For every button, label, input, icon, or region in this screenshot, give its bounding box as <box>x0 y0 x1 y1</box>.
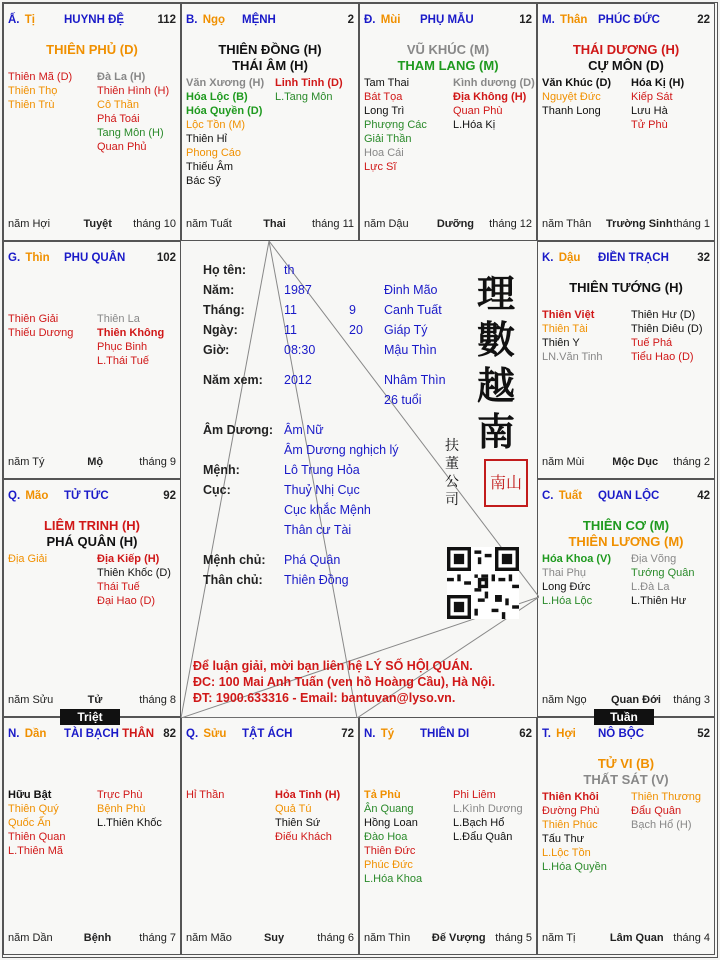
palace-stage: Suy <box>263 932 285 944</box>
palace-house: NÔ BỘC <box>598 728 644 740</box>
minor-star: Thiên Việt <box>542 309 595 321</box>
palace-footer <box>8 218 176 232</box>
minor-star: Thiếu Dương <box>8 327 74 339</box>
minor-star: Thái Tuế <box>97 581 140 593</box>
thanchu-label: Thân chủ: <box>203 573 263 587</box>
minor-star: Ân Quang <box>364 803 414 815</box>
palace-mao[interactable] <box>3 479 181 717</box>
minor-star: Thanh Long <box>542 105 601 117</box>
palace-house: PHỤ MẪU <box>420 14 474 26</box>
palace-month: tháng 8 <box>139 694 176 706</box>
cuc-value: Thuỷ Nhị Cục <box>284 483 360 497</box>
minor-star: Lộc Tồn (M) <box>186 119 246 131</box>
minor-star: Giải Thần <box>364 133 412 145</box>
minor-stars-right <box>631 308 703 364</box>
palace-footer <box>8 694 176 708</box>
palace-header <box>364 728 532 740</box>
minor-stars-left <box>186 788 224 802</box>
minor-star: Thiên Không <box>97 327 165 339</box>
minor-star: Thiên Phúc <box>542 819 598 831</box>
palace-chi: Ngọ <box>202 14 226 26</box>
palace-number: 52 <box>697 728 710 740</box>
main-star: VŨ KHÚC (M) <box>406 42 490 57</box>
minor-star: Bệnh Phù <box>97 803 146 815</box>
minor-star: Tuế Phá <box>631 337 673 349</box>
minor-star: Phục Binh <box>97 341 148 353</box>
minor-star: Hóa Quyền (D) <box>186 105 263 117</box>
red-seal: 南山 <box>484 459 528 507</box>
minor-star: Hỏa Tinh (H) <box>275 789 341 801</box>
amduong-label: Âm Dương: <box>203 423 274 437</box>
minor-star: Địa Võng <box>631 553 677 565</box>
minor-star: Đường Phù <box>542 805 600 817</box>
palace-stage: Mộ <box>87 456 104 468</box>
palace-chi: Mùi <box>380 14 401 26</box>
minor-star: Bạch Hổ (H) <box>631 819 692 831</box>
minor-star: Kình dương (D) <box>453 77 535 89</box>
minor-stars-left <box>364 788 422 886</box>
main-star: CỰ MÔN (D) <box>588 58 664 73</box>
palace-house: MỆNH <box>242 14 276 26</box>
minor-stars-left <box>542 76 611 118</box>
main-star: THIÊN LƯƠNG (M) <box>568 534 684 549</box>
month-lunar-num: 9 <box>349 303 356 317</box>
minor-stars-right <box>97 70 169 154</box>
minor-stars-left <box>8 70 72 112</box>
cuc-note-2: Thân cư Tài <box>284 523 352 537</box>
palace-number: 2 <box>347 14 354 26</box>
palace-header <box>542 14 710 26</box>
minor-stars-left <box>186 76 264 188</box>
palace-can: G. <box>8 252 21 264</box>
palace-chi: Dần <box>24 728 47 740</box>
minor-star: Thiên Hỉ <box>186 133 227 145</box>
palace-month: tháng 12 <box>489 218 532 230</box>
minor-star: Quan Phù <box>453 105 503 117</box>
palace-stage: Bệnh <box>83 932 112 944</box>
main-star: THAM LANG (M) <box>397 58 499 73</box>
minor-star: Địa Giải <box>8 553 48 565</box>
palace-header <box>8 252 176 264</box>
minor-star: Nguyệt Đức <box>542 91 601 103</box>
minor-star: Tử Phù <box>631 119 668 131</box>
palace-chi: Sửu <box>203 728 227 740</box>
palace-can: Ấ. <box>8 14 20 26</box>
palace-year: năm Mùi <box>542 456 585 468</box>
minor-star: L.Thiên Mã <box>8 845 64 857</box>
palace-month: tháng 4 <box>673 932 710 944</box>
qr-code-icon[interactable] <box>447 547 519 619</box>
minor-star: Thiên Giải <box>8 313 59 325</box>
name-label: Họ tên: <box>203 263 247 277</box>
cuc-note-1: Cục khắc Mệnh <box>284 503 371 517</box>
minor-star: Tam Thai <box>364 77 410 89</box>
month-label: Tháng: <box>203 303 245 317</box>
main-star: THIÊN TƯỚNG (H) <box>569 280 683 295</box>
minor-star: L.Đà La <box>631 581 670 593</box>
minor-star: Kiếp Sát <box>631 91 673 103</box>
minor-star: Thiên Hình (H) <box>97 85 170 97</box>
minor-star: Tấu Thư <box>542 833 585 845</box>
minor-stars-left <box>364 76 427 174</box>
palace-year: năm Dần <box>8 932 53 944</box>
palace-thin[interactable] <box>3 241 181 479</box>
minor-stars-right <box>97 312 164 368</box>
palace-can: B. <box>186 14 198 26</box>
palace-house: PHU QUÂN <box>64 252 126 264</box>
palace-stage: Quan Đới <box>611 694 661 706</box>
center-info-panel <box>181 241 539 718</box>
palace-footer <box>542 932 710 946</box>
minor-stars-left <box>8 312 73 340</box>
minor-star: Phi Liêm <box>453 789 496 801</box>
minor-star: Thiên Đức <box>364 845 416 857</box>
palace-house: THIÊN DI <box>420 728 470 740</box>
palace-dan[interactable] <box>3 717 181 955</box>
minor-star: Địa Kiếp (H) <box>97 553 160 565</box>
cuc-label: Cục: <box>203 483 231 497</box>
name-value: th <box>284 263 295 277</box>
minor-stars-left <box>8 788 65 858</box>
menhchu-value: Phá Quân <box>284 553 341 567</box>
palace-year: năm Hợi <box>8 218 51 230</box>
minor-star: L.Hóa Quyền <box>542 861 607 873</box>
palace-year: năm Tị <box>542 932 576 944</box>
age: 26 tuổi <box>384 393 422 407</box>
minor-star: Linh Tinh (D) <box>275 77 343 89</box>
palace-tuat[interactable] <box>537 479 715 717</box>
minor-star: L.Thiên Hư <box>631 595 687 607</box>
palace-number: 102 <box>156 252 176 264</box>
palace-house: TÀI BẠCH THÂN <box>64 728 155 740</box>
minor-star: Phá Toái <box>97 113 140 125</box>
palace-number: 22 <box>697 14 710 26</box>
palace-year: năm Thìn <box>364 932 411 944</box>
minor-stars-right <box>631 76 684 132</box>
year-lunar: Đinh Mão <box>384 283 438 297</box>
palace-hoi[interactable] <box>537 717 715 955</box>
minor-star: Quả Tú <box>275 803 312 815</box>
minor-star: Hoa Cái <box>364 147 404 159</box>
minor-star: Hữu Bật <box>8 789 52 801</box>
palace-footer <box>542 218 710 232</box>
minor-stars-right <box>631 552 695 608</box>
palace-stage: Đế Vượng <box>431 932 486 944</box>
palace-chi: Thìn <box>25 252 50 264</box>
palace-number: 12 <box>519 14 532 26</box>
palace-stage: Tử <box>87 694 103 706</box>
contact-line-2: ĐC: 100 Mai Anh Tuấn (ven hồ Hoàng Cầu), Hà Nội. <box>193 675 496 689</box>
day-lunar-num: 20 <box>349 323 363 337</box>
minor-stars-right <box>631 790 701 832</box>
minor-star: Thai Phụ <box>542 567 587 579</box>
minor-star: Long Trì <box>364 105 405 117</box>
minor-star: Thiên Y <box>542 337 580 349</box>
minor-star: Địa Không (H) <box>453 91 527 103</box>
day-solar: 11 <box>284 323 297 337</box>
palace-number: 72 <box>341 728 354 740</box>
minor-star: Tả Phù <box>364 789 401 801</box>
palace-footer <box>8 456 176 470</box>
palace-chi: Hợi <box>556 728 576 740</box>
palace-house: QUAN LỘC <box>598 490 660 502</box>
palace-stage: Lâm Quan <box>609 932 664 944</box>
palace-chi: Dậu <box>558 252 581 264</box>
amduong-note: Âm Dương nghịch lý <box>284 443 399 457</box>
view-year-label: Năm xem: <box>203 373 263 387</box>
palace-can: N. <box>364 728 376 740</box>
minor-star: Long Đức <box>542 581 591 593</box>
minor-star: Văn Khúc (D) <box>542 77 612 89</box>
main-star: THIÊN PHỦ (D) <box>46 42 138 57</box>
palace-than[interactable] <box>537 3 715 241</box>
palace-year: năm Ngọ <box>542 694 587 706</box>
minor-star: Thiếu Âm <box>186 161 234 173</box>
year-solar: 1987 <box>284 283 312 297</box>
palace-number: 42 <box>697 490 710 502</box>
minor-stars-right <box>97 788 162 830</box>
minor-star: Phúc Đức <box>364 859 413 871</box>
minor-star: Hóa Khoa (V) <box>542 553 612 565</box>
palace-month: tháng 10 <box>133 218 176 230</box>
palace-footer <box>186 932 354 946</box>
hour-label: Giờ: <box>203 343 230 357</box>
view-year: 2012 <box>284 373 312 387</box>
day-label: Ngày: <box>203 323 238 337</box>
palace-header <box>542 728 710 740</box>
minor-stars-right <box>275 76 343 104</box>
minor-stars-right <box>453 788 523 844</box>
day-lunar: Giáp Tý <box>384 323 428 337</box>
palace-can: M. <box>542 14 555 26</box>
minor-star: L.Lộc Tồn <box>542 847 591 859</box>
minor-stars-left <box>542 790 607 874</box>
hour-value: 08:30 <box>284 343 316 357</box>
minor-star: Tiểu Hao (D) <box>631 351 694 363</box>
minor-star: L.Thái Tuế <box>97 355 149 367</box>
than-marker: THÂN <box>122 728 155 740</box>
palace-year: năm Thân <box>542 218 592 230</box>
minor-star: Thiên Mã (D) <box>8 71 73 83</box>
triet-tag: Triệt <box>60 709 120 725</box>
minor-star: Tang Môn (H) <box>97 127 164 139</box>
palace-footer <box>364 218 532 232</box>
minor-star: Cô Thần <box>97 99 139 111</box>
palace-header <box>8 14 176 26</box>
month-solar: 11 <box>284 303 297 317</box>
palace-month: tháng 5 <box>495 932 532 944</box>
palace-month: tháng 2 <box>673 456 710 468</box>
palace-month: tháng 6 <box>317 932 354 944</box>
palace-number: 82 <box>163 728 176 740</box>
palace-ty2[interactable] <box>359 717 537 955</box>
palace-month: tháng 1 <box>673 218 710 230</box>
palace-house: TẬT ÁCH <box>242 728 293 740</box>
palace-can: Q. <box>186 728 199 740</box>
amduong-value: Âm Nữ <box>284 423 324 437</box>
calligraphy-logo: 理數越南 <box>476 271 515 454</box>
main-star: THIÊN ĐỒNG (H) <box>218 42 322 57</box>
minor-star: Đại Hao (D) <box>97 595 156 607</box>
minor-star: Thiên Quý <box>8 803 59 815</box>
palace-year: năm Mão <box>186 932 232 944</box>
palace-house: HUYNH ĐỆ <box>64 14 125 26</box>
main-star: LIÊM TRINH (H) <box>43 518 141 533</box>
palace-year: năm Dậu <box>364 218 409 230</box>
minor-star: Thiên Khôi <box>542 791 599 803</box>
menh-value: Lô Trung Hỏa <box>284 463 360 477</box>
palace-month: tháng 7 <box>139 932 176 944</box>
palace-header <box>186 728 354 740</box>
minor-star: L.Kình Dương <box>453 803 523 815</box>
minor-star: Tướng Quân <box>631 567 695 579</box>
palace-header <box>8 490 176 502</box>
tuan-tag: Tuần <box>594 709 654 725</box>
palace-can: Đ. <box>364 14 376 26</box>
palace-header <box>8 728 176 740</box>
palace-suu[interactable] <box>181 717 359 955</box>
minor-star: L.Hóa Lộc <box>542 595 593 607</box>
palace-header <box>364 14 532 26</box>
minor-star: Quốc Ấn <box>8 817 51 829</box>
palace-chi: Tý <box>380 728 395 740</box>
palace-footer <box>542 456 710 470</box>
menhchu-label: Mệnh chủ: <box>203 553 266 567</box>
palace-footer <box>186 218 354 232</box>
main-star: THÁI ÂM (H) <box>232 58 308 73</box>
main-star: TỬ VI (B) <box>597 756 655 771</box>
minor-star: Hồng Loan <box>364 817 418 829</box>
year-label: Năm: <box>203 283 235 297</box>
calligraphy-small: 扶董公司 <box>445 438 459 508</box>
thanchu-value: Thiên Đồng <box>284 573 349 587</box>
minor-stars-left <box>542 552 611 608</box>
palace-number: 32 <box>697 252 710 264</box>
palace-chi: Tị <box>24 14 35 26</box>
palace-ngo[interactable] <box>181 3 359 241</box>
palace-dau[interactable] <box>537 241 715 479</box>
minor-star: Trực Phù <box>97 789 143 801</box>
minor-star: Phượng Các <box>364 119 427 131</box>
palace-month: tháng 9 <box>139 456 176 468</box>
palace-chi: Tuất <box>558 490 583 502</box>
palace-year: năm Tý <box>8 456 45 468</box>
palace-can: Q. <box>8 490 21 502</box>
minor-star: L.Thiên Khốc <box>97 817 162 829</box>
palace-month: tháng 11 <box>311 218 354 230</box>
palace-stage: Mộc Dục <box>612 456 659 468</box>
minor-star: Thiên Hư (D) <box>631 309 696 321</box>
palace-year: năm Tuất <box>186 218 232 230</box>
minor-star: Thiên Thương <box>631 791 702 803</box>
minor-star: Đà La (H) <box>97 71 146 83</box>
palace-can: T. <box>542 728 551 740</box>
palace-chi: Thân <box>559 14 588 26</box>
palace-stage: Dưỡng <box>436 218 475 230</box>
minor-stars-right <box>453 76 535 132</box>
menh-label: Mệnh: <box>203 463 240 477</box>
palace-chi: Mão <box>25 490 49 502</box>
main-star: THIÊN CƠ (M) <box>582 518 670 533</box>
minor-star: L.Đẩu Quân <box>453 831 513 843</box>
hour-lunar: Mậu Thìn <box>384 343 437 357</box>
palace-year: năm Sửu <box>8 694 54 706</box>
palace-house: PHÚC ĐỨC <box>598 14 660 26</box>
main-star: THÁI DƯƠNG (H) <box>572 42 680 57</box>
palace-stage: Tuyệt <box>83 218 112 230</box>
minor-star: Thiên Khốc (D) <box>97 567 171 579</box>
minor-star: Đẩu Quân <box>631 805 682 817</box>
minor-star: Phong Cáo <box>186 147 242 159</box>
minor-star: L.Hóa Khoa <box>364 873 423 885</box>
minor-star: Lưu Hà <box>631 105 668 117</box>
minor-stars-left <box>8 552 47 566</box>
contact-line-3[interactable]: ĐT: 1900.633316 - Email: bantuvan@lyso.vn. <box>193 691 456 705</box>
palace-can: K. <box>542 252 554 264</box>
main-star: PHÁ QUÂN (H) <box>46 534 138 549</box>
minor-star: Đào Hoa <box>364 831 408 843</box>
minor-star: Thiên La <box>97 313 140 325</box>
palace-footer <box>542 694 710 708</box>
palace-number: 112 <box>157 14 176 26</box>
palace-stage: Thai <box>263 218 286 230</box>
minor-star: LN.Văn Tinh <box>542 351 603 363</box>
minor-star: L.Bạch Hổ <box>453 817 505 829</box>
minor-star: Thiên Trù <box>8 99 55 111</box>
palace-can: N. <box>8 728 20 740</box>
palace-number: 62 <box>519 728 532 740</box>
palace-header <box>186 14 354 26</box>
contact-line-1: Để luận giải, mời bạn liên hệ LÝ SỐ HỘI QUÁN. <box>193 659 473 673</box>
minor-star: Lực Sĩ <box>364 161 397 173</box>
minor-star: L.Tang Môn <box>275 91 333 103</box>
palace-mui[interactable] <box>359 3 537 241</box>
palace-footer <box>364 932 532 946</box>
minor-stars-right <box>97 552 171 608</box>
palace-house: ĐIỀN TRẠCH <box>598 252 669 264</box>
minor-star: Điếu Khách <box>275 831 332 843</box>
minor-star: Văn Xương (H) <box>186 77 265 89</box>
minor-star: Thiên Tài <box>542 323 588 335</box>
palace-ty[interactable] <box>3 3 181 241</box>
minor-star: Bác Sỹ <box>186 175 221 187</box>
minor-star: L.Hóa Kị <box>453 119 496 131</box>
palace-number: 92 <box>163 490 176 502</box>
minor-star: Hóa Lộc (B) <box>186 91 248 103</box>
minor-star: Thiên Diêu (D) <box>631 323 703 335</box>
minor-stars-right <box>275 788 340 844</box>
view-year-lunar: Nhâm Thìn <box>384 373 446 387</box>
minor-star: Thiên Quan <box>8 831 66 843</box>
palace-house: TỬ TỨC <box>64 490 109 502</box>
minor-stars-left <box>542 308 603 364</box>
palace-footer <box>8 932 176 946</box>
minor-star: Thiên Sứ <box>275 817 321 829</box>
palace-stage: Trường Sinh <box>606 218 673 230</box>
main-star: THẤT SÁT (V) <box>583 772 669 787</box>
minor-star: Thiên Thọ <box>8 85 58 97</box>
palace-header <box>542 490 710 502</box>
palace-can: C. <box>542 490 554 502</box>
palace-header <box>542 252 710 264</box>
minor-star: Hóa Kị (H) <box>631 77 685 89</box>
minor-star: Bát Tọa <box>364 91 403 103</box>
month-lunar: Canh Tuất <box>384 303 442 317</box>
minor-star: Hỉ Thần <box>186 789 225 801</box>
minor-star: Quan Phủ <box>97 141 147 153</box>
palace-month: tháng 3 <box>673 694 710 706</box>
